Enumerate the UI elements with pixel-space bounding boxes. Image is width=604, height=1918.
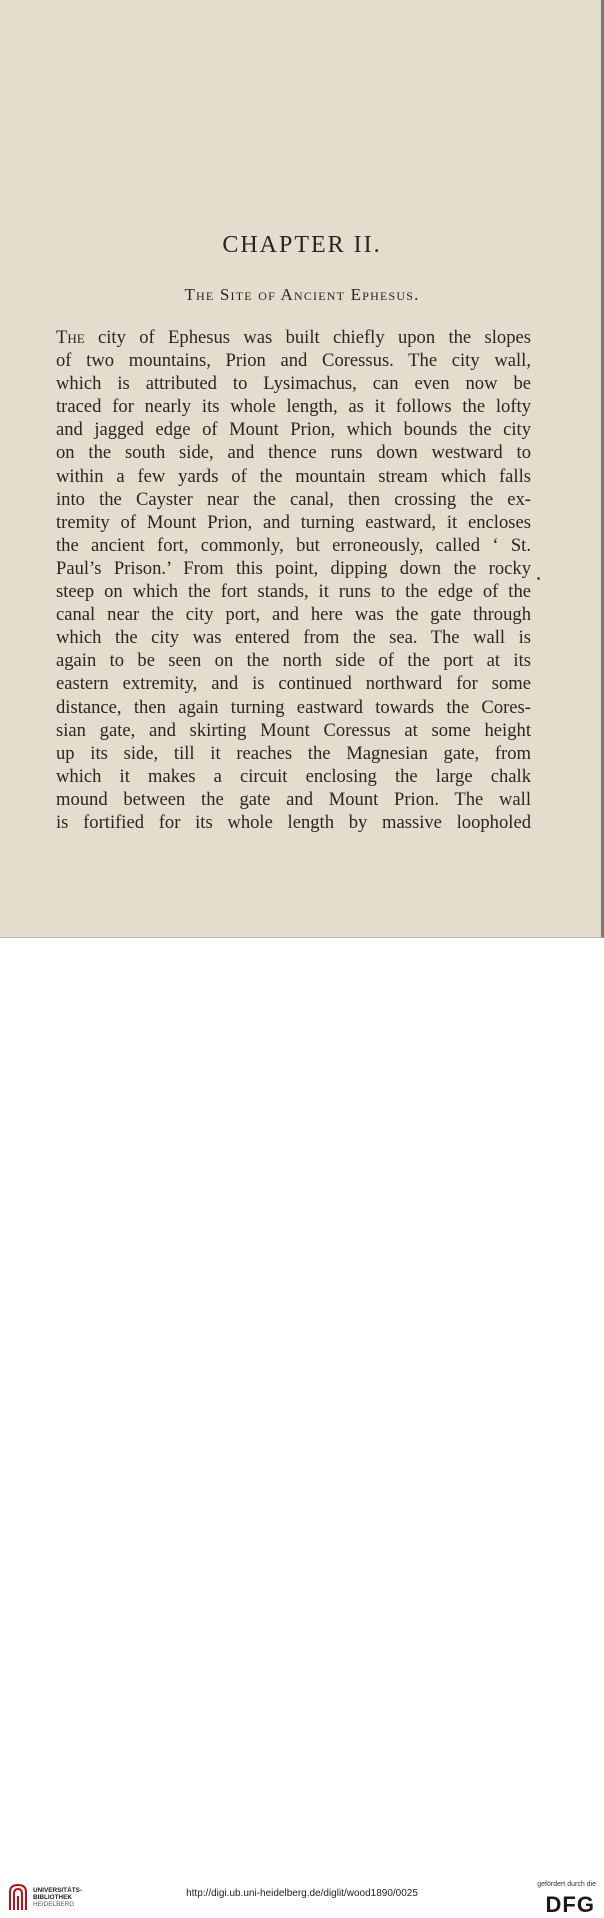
library-line-2: BIBLIOTHEK	[33, 1894, 73, 1902]
text-line: tremity of Mount Prion, and turning eastward, it encloses	[56, 511, 531, 533]
text-line: mound between the gate and Mount Prion. The wall	[56, 788, 531, 810]
text-line: up its side, till it reaches the Magnesian gate, from	[56, 742, 531, 764]
dfg-logo: DFG	[545, 1892, 595, 1917]
source-url-link[interactable]: http://digi.ub.uni-heidelberg.de/diglit/wood1890/0025	[186, 1888, 418, 1899]
body-paragraph	[56, 326, 531, 834]
text-line: within a few yards of the mountain stream which falls	[56, 465, 531, 487]
footer-bar	[0, 938, 604, 1917]
ink-speck	[537, 577, 540, 580]
text-line: eastern extremity, and is continued northward for some	[56, 673, 531, 695]
text-line: is fortified for its whole length by massive loopholed	[56, 811, 531, 833]
scanned-page	[0, 0, 604, 938]
text-line: distance, then again turning eastward towards the Cores-	[56, 696, 531, 718]
text-line: The city of Ephesus was built chiefly upon the slopes	[56, 327, 531, 348]
section-title: The Site of Ancient Ephesus.	[184, 285, 420, 304]
chapter-heading: CHAPTER II.	[222, 232, 382, 258]
text-line: the ancient fort, commonly, but erroneously, called ‘ St.	[56, 534, 531, 556]
text-line: again to be seen on the north side of the port at its	[56, 650, 531, 672]
library-line-3: HEIDELBERG	[33, 1901, 75, 1909]
text-line: canal near the city port, and here was the gate through	[56, 604, 531, 626]
text-line: steep on which the fort stands, it runs to the edge of the	[56, 581, 531, 603]
text-line: on the south side, and thence runs down westward to	[56, 442, 531, 464]
text-line: sian gate, and skirting Mount Coressus at some height	[56, 719, 531, 741]
text-line: which is attributed to Lysimachus, can even now be	[56, 373, 531, 395]
text-line: into the Cayster near the canal, then crossing the ex-	[56, 488, 531, 510]
text-line: which it makes a circuit enclosing the large chalk	[56, 765, 531, 787]
text-line: which the city was entered from the sea. The wall is	[56, 627, 531, 649]
text-line: Paul’s Prison.’ From this point, dipping down the rocky	[56, 557, 531, 579]
funded-by-label: gefördert durch die	[537, 1881, 596, 1888]
library-line-1: UNIVERSITÄTS-	[33, 1887, 82, 1894]
text-line: traced for nearly its whole length, as it follows the lofty	[56, 396, 531, 418]
text-line: and jagged edge of Mount Prion, which bounds the city	[56, 419, 531, 441]
text-line: of two mountains, Prion and Coressus. The city wall,	[56, 350, 531, 372]
